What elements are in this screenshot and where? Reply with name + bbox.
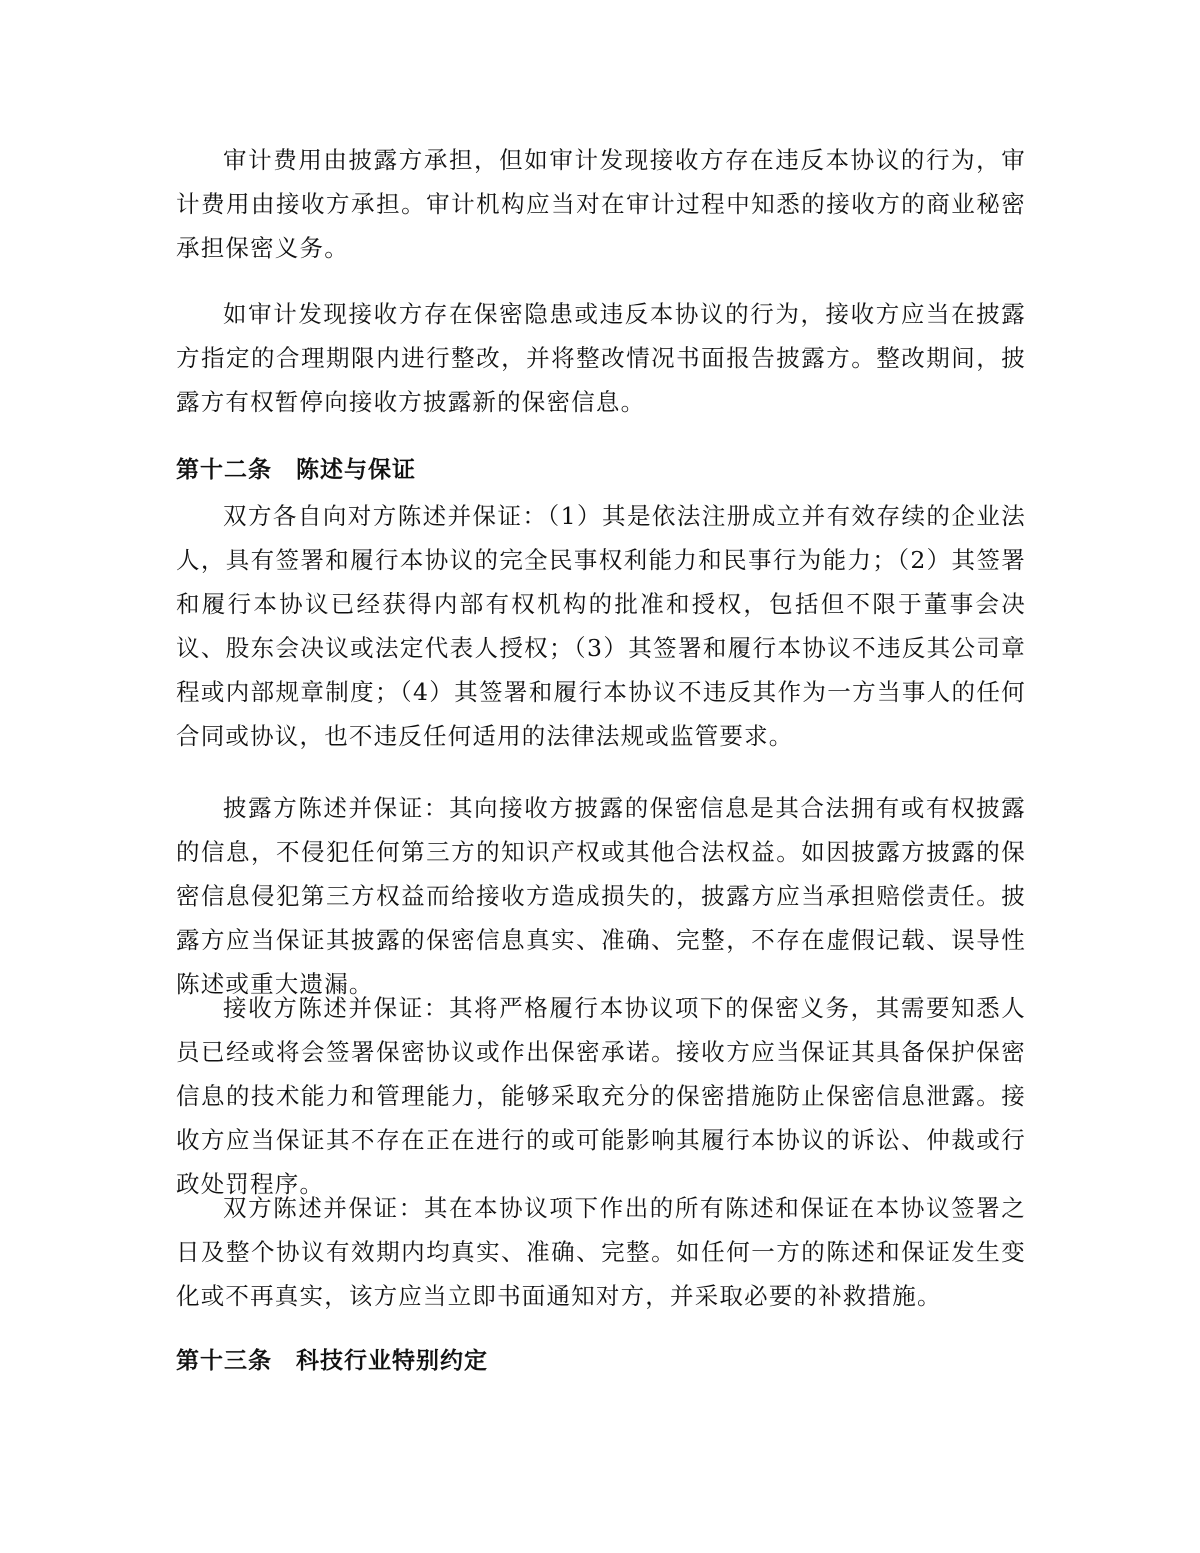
article-12-heading: 第十二条 陈述与保证 bbox=[176, 457, 416, 483]
paragraph-both-parties-representations: 双方陈述并保证：其在本协议项下作出的所有陈述和保证在本协议签署之日及整个协议有效期内均真实、准确、完整。如任何一方的陈述和保证发生变化或不再真实，该方应当立即书面通知对方，并采取必要的补救措施。 bbox=[176, 1194, 1026, 1310]
paragraph-discloser-representations: 披露方陈述并保证：其向接收方披露的保密信息是其合法拥有或有权披露的信息，不侵犯任何第三方的知识产权或其他合法权益。如因披露方披露的保密信息侵犯第三方权益而给接收方造成损失的，披露方应当承担赔偿责任。披露方应当保证其披露的保密信息真实、准确、完整，不存在虚假记载、误导性陈述或重大遗漏。 bbox=[176, 794, 1026, 998]
paragraph-recipient-representations: 接收方陈述并保证：其将严格履行本协议项下的保密义务，其需要知悉人员已经或将会签署保密协议或作出保密承诺。接收方应当保证其具备保护保密信息的技术能力和管理能力，能够采取充分的保密措施防止保密信息泄露。接收方应当保证其不存在正在进行的或可能影响其履行本协议的诉讼、仲裁或行政处罚程序。 bbox=[176, 994, 1026, 1198]
paragraph-mutual-representations: 双方各自向对方陈述并保证：（1）其是依法注册成立并有效存续的企业法人，具有签署和履行本协议的完全民事权利能力和民事行为能力；（2）其签署和履行本协议已经获得内部有权机构的批准和授权，包括但不限于董事会决议、股东会决议或法定代表人授权；（3）其签署和履行本协议不违反其公司章程或内部规章制度；（4）其签署和履行本协议不违反其作为一方当事人的任何合同或协议，也不违反任何适用的法律法规或监管要求。 bbox=[176, 502, 1026, 750]
paragraph-audit-costs: 审计费用由披露方承担，但如审计发现接收方存在违反本协议的行为，审计费用由接收方承担。审计机构应当对在审计过程中知悉的接收方的商业秘密承担保密义务。 bbox=[176, 146, 1026, 262]
paragraph-audit-rectification: 如审计发现接收方存在保密隐患或违反本协议的行为，接收方应当在披露方指定的合理期限内进行整改，并将整改情况书面报告披露方。整改期间，披露方有权暂停向接收方披露新的保密信息。 bbox=[176, 300, 1026, 416]
article-13-heading: 第十三条 科技行业特别约定 bbox=[176, 1348, 488, 1374]
